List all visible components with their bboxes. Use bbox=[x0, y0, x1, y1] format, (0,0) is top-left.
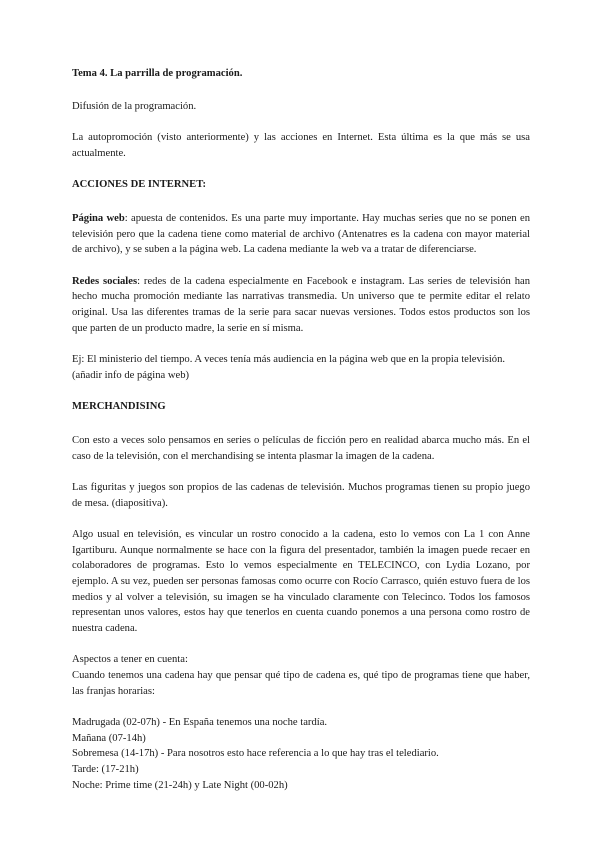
time-slot-item: Madrugada (02-07h) - En España tenemos una noche tardía. bbox=[72, 717, 328, 729]
document-title: Tema 4. La parrilla de programación. bbox=[72, 68, 243, 79]
merch-paragraph-2: Las figuritas y juegos son propios de las cadenas de televisión. Muchos programas tienen su propio juego de mesa. (diapositiva). bbox=[72, 482, 530, 509]
aspects-label: Aspectos a tener en cuenta: bbox=[72, 654, 188, 666]
intro-paragraph: La autopromoción (visto anteriormente) y las acciones en Internet. Esta última es la que más se usa actualmente. bbox=[72, 132, 530, 159]
social-paragraph bbox=[72, 274, 530, 336]
time-slot-item: Noche: Prime time (21-24h) y Late Night (00-02h) bbox=[72, 779, 288, 791]
time-slots-list bbox=[72, 715, 530, 793]
web-paragraph bbox=[72, 211, 530, 258]
heading-merchandising: MERCHANDISING bbox=[72, 401, 166, 413]
web-label: Página web bbox=[72, 212, 125, 224]
social-label: Redes sociales bbox=[72, 275, 138, 287]
time-slot-item: Tarde: (17-21h) bbox=[72, 764, 139, 775]
social-text: : redes de la cadena especialmente en Facebook e instagram. Las series de televisión han hecho mucha promoción mediante las narrativas transmedia. Un universo que te permite editar el relato original. Usa las diferentes tramas de la serie para sacar nuevas versiones. Todos estos productos son los que parten de un producto madre, la serie en sí misma. bbox=[72, 275, 530, 334]
web-text: : apuesta de contenidos. Es una parte muy importante. Hay muchas series que no se ponen en televisión pero que la cadena tiene como material de archivo (Antenatres es la cadena con mayor material de archivo), y se suben a la página web. La cadena mediante la web va a tratar de diferenciarse. bbox=[72, 212, 530, 256]
time-slot-item: Sobremesa (14-17h) - Para nosotros esto hace referencia a lo que hay tras el telediario. bbox=[72, 748, 439, 760]
merch-paragraph-3: Algo usual en televisión, es vincular un rostro conocido a la cadena, esto lo vemos con La 1 con Anne Igartiburu. Aunque normalmente se hace con la figura del presentador, también la imagen puede recaer en colaboradores de programas. Esto lo vemos especialmente en TELECINCO, con Lydia Lozano, por ejemplo. A su vez, pueden ser personas famosas como ocurre con Rocío Carrasco, quién estuvo fuera de los medios y al volver a televisión, su imagen se ha vinculado claramente con Telecinco. Todos los famosos representan unos valores, estos hay que tenerlos en cuenta cuando ponemos a una persona como rostro de nuestra cadena. bbox=[72, 529, 530, 634]
aspects-paragraph: Cuando tenemos una cadena hay que pensar qué tipo de cadena es, qué tipo de programas tiene que haber, las franjas horarias: bbox=[72, 670, 530, 697]
merch-paragraph-1: Con esto a veces solo pensamos en series o películas de ficción pero en realidad abarca mucho más. En el caso de la televisión, con el merchandising se intenta plasmar la imagen de la cadena. bbox=[72, 434, 530, 462]
time-slot-item: Mañana (07-14h) bbox=[72, 732, 146, 744]
section-subtitle: Difusión de la programación. bbox=[72, 100, 197, 112]
example-paragraph: Ej: El ministerio del tiempo. A veces tenía más audiencia en la página web que en la propia televisión. (añadir info de página web) bbox=[72, 354, 506, 381]
heading-internet: ACCIONES DE INTERNET: bbox=[72, 179, 207, 191]
